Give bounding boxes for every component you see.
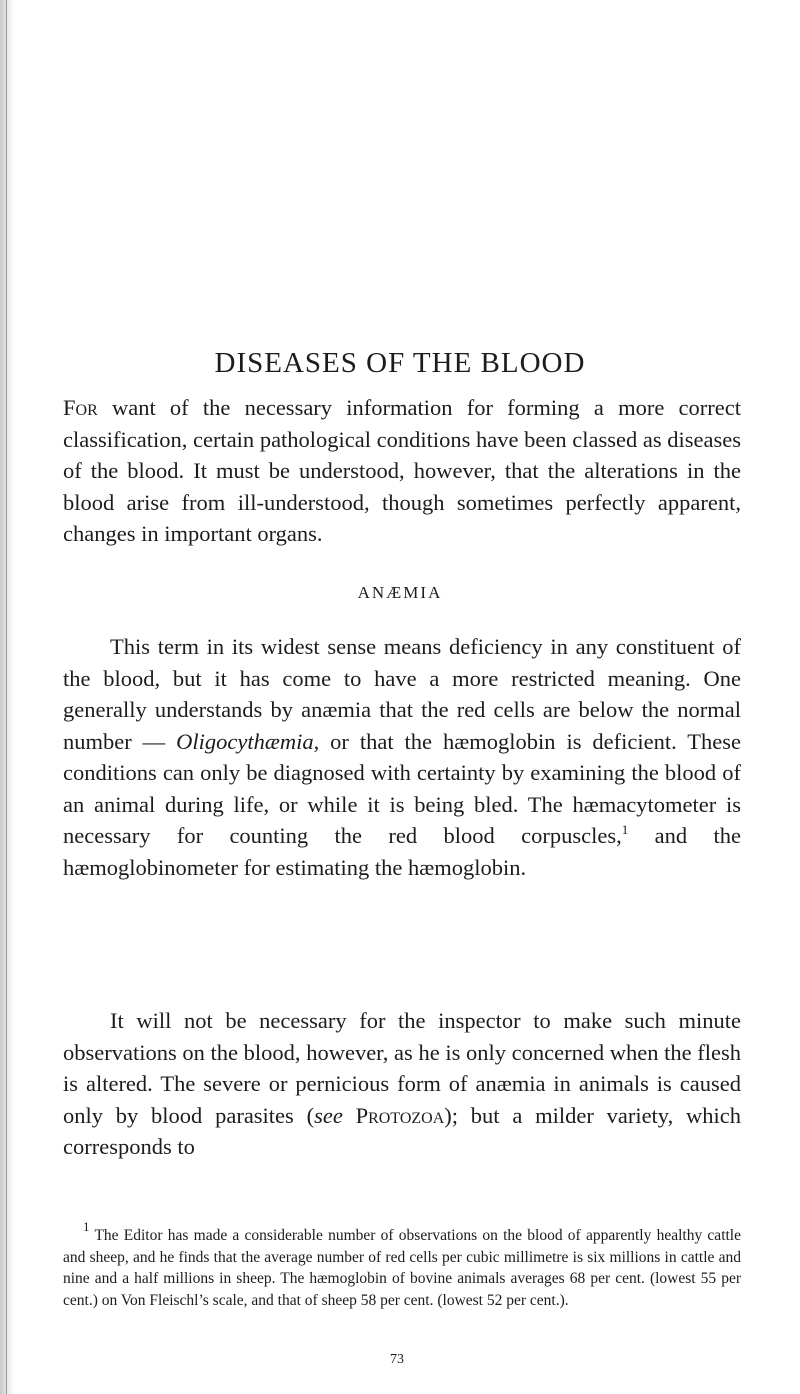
intro-lead-word: For — [63, 395, 98, 420]
footnote-reference: 1 — [621, 822, 629, 837]
oligocythaemia-term: Oligocythæmia, — [176, 728, 320, 754]
anaemia-text-middle: or that the hæmoglobin is deficient. These conditions can only be diagnosed with certainty by examining the blood of an animal during life, or while it is being bled. The hæmacytometer is necessary for counting the red blood corpuscles, — [63, 728, 741, 848]
chapter-title: DISEASES OF THE BLOOD — [214, 347, 586, 379]
anaemia-paragraph — [63, 631, 741, 883]
inspector-text-before: It will not be necessary for the inspector to make such minute observations on the blood, however, as he is only concerned when the flesh is altered. The severe or pernicious form of anæmia in animals is caused only by blood parasites ( — [63, 1008, 741, 1128]
page-number: 73 — [390, 1352, 404, 1367]
protozoa-cross-reference: Protozoa — [355, 1102, 445, 1128]
intro-text: want of the necessary information for forming a more correct classification, certain pathological conditions have been classed as diseases of the blood. It must be understood, however, that the alterations in the blood arise from ill-understood, though sometimes perfectly apparent, changes in important organs. — [63, 395, 741, 546]
inspector-paragraph — [63, 1005, 741, 1163]
footnote-text: The Editor has made a considerable number of observations on the blood of apparently healthy cattle and sheep, and he finds that the average number of red cells per cubic millimetre is six millions in cattle and nine and a half millions in sheep. The hæmoglobin of bovine animals averages 68 per cent. (lowest 55 per cent.) on Von Fleischl’s scale, and that of sheep 58 per cent. (lowest 52 per cent.). — [63, 1227, 741, 1309]
section-heading: ANÆMIA — [357, 583, 443, 602]
anaemia-text-after: and the hæmoglobinometer for estimating the hæmoglobin. — [63, 823, 741, 880]
anaemia-text-before: This term in its widest sense means deficiency in any constituent of the blood, but it has come to have a more restricted meaning. One generally understands by anæmia that the red cells are below the normal number — — [63, 634, 741, 754]
see-space — [343, 1103, 356, 1128]
see-word: see — [314, 1102, 343, 1128]
inspector-text-after: ); but a milder variety, which corresponds to — [63, 1102, 741, 1159]
page-binding-line — [6, 0, 7, 1394]
page-binding-edge — [0, 0, 14, 1394]
intro-paragraph — [63, 392, 741, 550]
footnote-marker: 1 — [83, 1219, 90, 1234]
footnote — [63, 1219, 741, 1311]
